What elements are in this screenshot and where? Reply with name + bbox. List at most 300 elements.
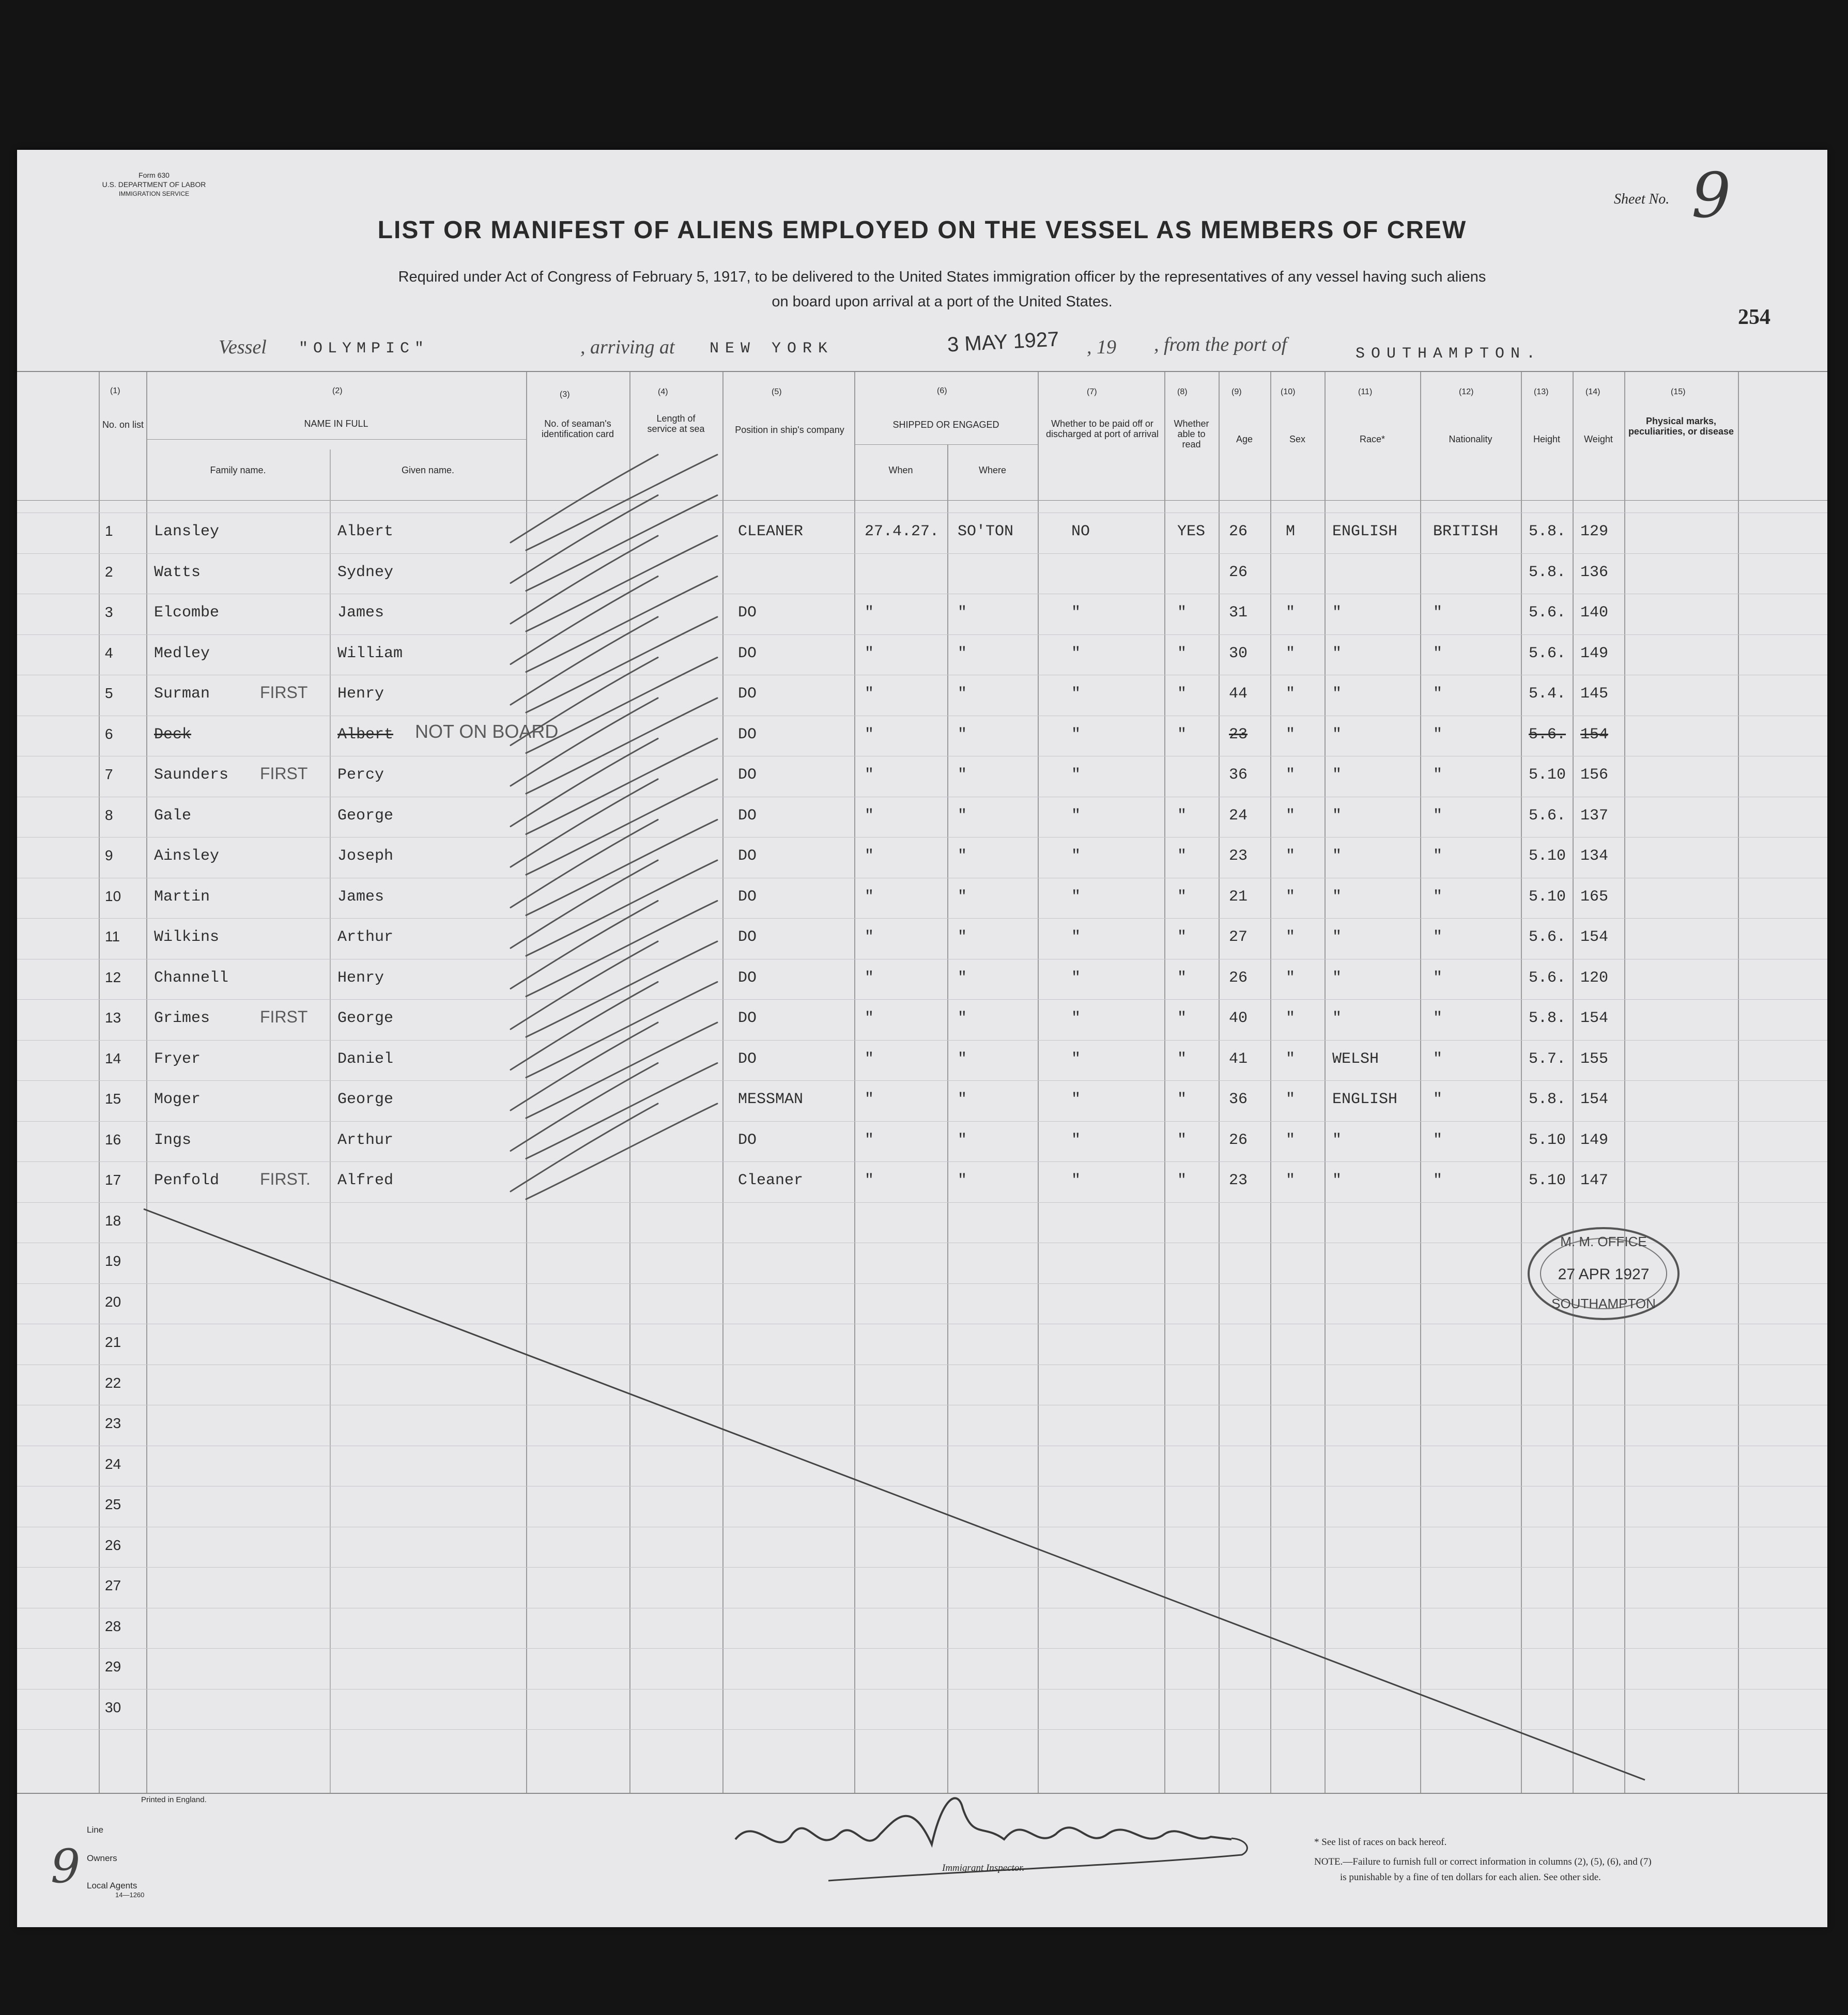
check-mark [511,739,658,827]
check-mark [511,455,658,542]
cell-age: 41 [1229,1050,1248,1068]
cell-race: WELSH [1332,1050,1379,1068]
cell-where: " [958,928,967,946]
check-mark [511,820,658,908]
cell-weight: 129 [1580,523,1609,540]
cell-weight: 134 [1580,847,1609,865]
cell-where: " [958,644,967,662]
cell-read: " [1177,969,1187,987]
check-mark [526,577,717,672]
cell-read: " [1177,1131,1187,1149]
cell-height: 5.6. [1529,807,1566,825]
cell-race: " [1332,685,1342,703]
row-number: 1 [105,523,113,539]
cell-race: " [1332,888,1342,906]
check-mark [511,495,658,583]
cell-where: SO'TON [958,523,1014,540]
check-mark [526,698,717,794]
cell-weight: 145 [1580,685,1609,703]
cell-read: " [1177,725,1187,743]
cell-when: " [865,725,874,743]
check-mark [511,1022,658,1110]
cell-position: DO [738,604,757,622]
cell-when: " [865,1172,874,1189]
col-num-1: (1) [110,386,120,395]
check-mark [526,455,717,550]
header-age: Age [1236,434,1253,444]
cell-age: 23 [1229,847,1248,865]
cell-age: 36 [1229,766,1248,784]
cell-weight: 154 [1580,1091,1609,1108]
header-seaman-card: No. of seaman's identification card [541,419,614,439]
fine-note-1: NOTE.—Failure to furnish full or correct information in columns (2), (5), (6), and (7) [1314,1856,1652,1867]
department: U.S. DEPARTMENT OF LABOR [102,180,206,189]
cell-race: " [1332,847,1342,865]
cell-age: 26 [1229,969,1248,987]
from-label: , from the port of [1154,334,1287,355]
cell-age: 36 [1229,1091,1248,1108]
cell-sex: M [1286,523,1296,540]
cell-nationality: BRITISH [1433,523,1499,540]
cell-given: Daniel [337,1050,394,1068]
row-number: 27 [105,1577,121,1593]
cell-given: Henry [337,969,384,987]
header-weight: Weight [1584,434,1613,444]
inspector-signature [715,1777,1283,1896]
cell-read: " [1177,807,1187,825]
cell-weight: 147 [1580,1172,1609,1189]
cell-height: 5.10 [1529,847,1566,865]
row-number: 13 [105,1010,121,1026]
cell-sex: " [1286,685,1296,703]
row-number: 18 [105,1212,121,1229]
cell-given: Joseph [337,847,394,865]
check-mark [526,901,717,997]
cell-nationality: " [1433,644,1443,662]
cell-sex: " [1286,1050,1296,1068]
cell-family: Gale [154,807,192,825]
cell-height: 5.10 [1529,766,1566,784]
cell-when: " [865,888,874,906]
row-number: 6 [105,725,113,742]
check-mark [526,658,717,753]
cell-height: 5.8. [1529,1010,1566,1027]
check-mark [526,1022,717,1118]
row-number: 14 [105,1050,121,1066]
check-mark [511,860,658,948]
race-note: * See list of races on back hereof. [1314,1837,1447,1848]
cell-position: DO [738,644,757,662]
cell-weight: 165 [1580,888,1609,906]
row-number: 7 [105,766,113,782]
col-num-4: (4) [658,388,668,396]
cell-nationality: " [1433,1131,1443,1149]
row-number: 20 [105,1293,121,1310]
cell-position: Cleaner [738,1172,804,1189]
cell-when: " [865,807,874,825]
cell-race: " [1332,725,1342,743]
cell-age: 23 [1229,725,1248,743]
cell-age: 26 [1229,1131,1248,1149]
form-number: Form 630 [138,171,170,179]
header-no-on-list: No. on list [102,420,144,430]
cell-sex: " [1286,928,1296,946]
check-mark [511,698,658,786]
check-mark [526,617,717,712]
cell-given: Percy [337,766,384,784]
header-able-read: Whether able to read [1174,419,1209,450]
cell-given: Alfred [337,1172,394,1189]
header-sex: Sex [1289,434,1306,444]
cell-weight: 136 [1580,563,1609,581]
cell-family: Martin [154,888,210,906]
cell-paid: " [1071,969,1081,987]
cell-weight: 149 [1580,644,1609,662]
cell-when: " [865,1050,874,1068]
check-mark [526,739,717,834]
cell-family: Watts [154,563,201,581]
cell-when: " [865,1010,874,1027]
cell-race: ENGLISH [1332,1091,1398,1108]
check-mark [526,1104,717,1199]
header-physical: Physical marks, peculiarities, or disease [1628,416,1734,437]
check-mark [526,536,717,631]
cell-family: Elcombe [154,604,220,622]
arriving-port: NEW YORK [710,340,834,358]
cell-paid: " [1071,725,1081,743]
cell-read: " [1177,644,1187,662]
cell-given: James [337,888,384,906]
col-num-12: (12) [1459,388,1474,396]
cell-height: 5.6. [1529,604,1566,622]
row-number: 21 [105,1334,121,1350]
cell-age: 27 [1229,928,1248,946]
cell-age: 30 [1229,644,1248,662]
cell-height: 5.10 [1529,888,1566,906]
col-num-7: (7) [1087,388,1097,396]
cell-paid: " [1071,766,1081,784]
cell-weight: 154 [1580,928,1609,946]
row-number: 9 [105,847,113,863]
cell-given: Albert [337,725,394,743]
cell-given: Sydney [337,563,394,581]
cell-position: DO [738,888,757,906]
cell-race: " [1332,807,1342,825]
cell-position: CLEANER [738,523,804,540]
cell-nationality: " [1433,1010,1443,1027]
row-number: 4 [105,644,113,661]
cell-position: DO [738,928,757,946]
cell-family: Medley [154,644,210,662]
cell-read: " [1177,1050,1187,1068]
check-mark [526,820,717,916]
check-mark [511,1104,658,1191]
cell-position: DO [738,847,757,865]
cell-position: DO [738,725,757,743]
cell-position: DO [738,969,757,987]
cell-family: Channell [154,969,229,987]
cell-read: " [1177,1010,1187,1027]
cell-sex: " [1286,604,1296,622]
cell-paid: " [1071,685,1081,703]
cell-where: " [958,1131,967,1149]
cell-height: 5.4. [1529,685,1566,703]
cell-height: 5.6. [1529,928,1566,946]
cell-sex: " [1286,807,1296,825]
first-stamp: FIRST. [260,1170,311,1188]
cell-when: " [865,847,874,865]
cell-nationality: " [1433,766,1443,784]
subtitle-line-1: Required under Act of Congress of February 5, 1917, to be delivered to the United States immigration officer by the representatives of any vessel having such aliens [398,269,1486,285]
cell-position: DO [738,766,757,784]
header-given-name: Given name. [401,465,455,475]
cell-race: ENGLISH [1332,523,1398,540]
cell-position: DO [738,685,757,703]
cell-paid: " [1071,847,1081,865]
cell-position: DO [738,807,757,825]
row-number: 23 [105,1415,121,1431]
header-position: Position in ship's company [735,425,844,435]
cell-height: 5.8. [1529,563,1566,581]
cell-where: " [958,1050,967,1068]
cell-family: Ings [154,1131,192,1149]
cell-sex: " [1286,969,1296,987]
cell-race: " [1332,969,1342,987]
cancel-diagonal-line [144,1209,1645,1780]
cell-race: " [1332,766,1342,784]
from-port: SOUTHAMPTON. [1356,345,1542,363]
cell-where: " [958,1010,967,1027]
cell-height: 5.10 [1529,1131,1566,1149]
cell-height: 5.10 [1529,1172,1566,1189]
cell-given: Henry [337,685,384,703]
cell-nationality: " [1433,725,1443,743]
cell-given: Arthur [337,1131,394,1149]
printed-in: Printed in England. [141,1795,207,1804]
sheet-label: Sheet No. [1614,191,1670,207]
cell-given: George [337,1091,394,1108]
row-number: 3 [105,604,113,620]
cell-where: " [958,725,967,743]
cell-weight: 154 [1580,1010,1609,1027]
check-mark [511,901,658,989]
subtitle-line-2: on board upon arrival at a port of the United States. [772,293,1113,310]
cell-age: 40 [1229,1010,1248,1027]
cell-family: Wilkins [154,928,220,946]
cell-sex: " [1286,1172,1296,1189]
row-number: 22 [105,1374,121,1391]
col-num-8: (8) [1177,388,1188,396]
check-mark [511,617,658,705]
cell-read: " [1177,847,1187,865]
header-shipped: SHIPPED OR ENGAGED [892,420,999,430]
cell-where: " [958,604,967,622]
cell-weight: 155 [1580,1050,1609,1068]
col-num-14: (14) [1585,388,1600,396]
office-stamp [1526,1225,1681,1323]
col-num-3: (3) [560,390,570,399]
cell-race: " [1332,1131,1342,1149]
row-number: 25 [105,1496,121,1512]
header-name-in-full: NAME IN FULL [304,419,368,429]
cell-race: " [1332,604,1342,622]
cell-age: 44 [1229,685,1248,703]
cell-height: 5.8. [1529,1091,1566,1108]
cell-read: " [1177,604,1187,622]
cell-sex: " [1286,725,1296,743]
cell-nationality: " [1433,928,1443,946]
cell-weight: 154 [1580,725,1609,743]
cell-where: " [958,1091,967,1108]
row-number: 19 [105,1253,121,1269]
cell-nationality: " [1433,1091,1443,1108]
cell-nationality: " [1433,847,1443,865]
cell-paid: " [1071,644,1081,662]
row-number: 12 [105,969,121,985]
cell-paid: " [1071,928,1081,946]
cell-paid: " [1071,1010,1081,1027]
check-mark [526,779,717,875]
row-number: 11 [105,928,120,944]
cell-race: " [1332,644,1342,662]
cell-paid: " [1071,1172,1081,1189]
cell-read: " [1177,1172,1187,1189]
cell-age: 21 [1229,888,1248,906]
cell-sex: " [1286,766,1296,784]
footer-line: Line [87,1825,104,1835]
col-num-15: (15) [1671,388,1686,396]
cell-nationality: " [1433,604,1443,622]
col-num-2: (2) [332,386,343,395]
cell-nationality: " [1433,807,1443,825]
cell-read: " [1177,685,1187,703]
header-height: Height [1533,434,1561,444]
year-label: , 19 [1087,336,1116,358]
cell-family: Saunders [154,766,229,784]
cell-position: DO [738,1050,757,1068]
cell-paid: " [1071,807,1081,825]
cell-nationality: " [1433,969,1443,987]
pencil-marks [17,150,1827,1927]
cell-where: " [958,847,967,865]
cell-height: 5.8. [1529,523,1566,540]
footer-code: 14—1260 [115,1891,145,1899]
cell-sex: " [1286,1091,1296,1108]
col-num-11: (11) [1358,388,1373,396]
cell-height: 5.7. [1529,1050,1566,1068]
cell-sex: " [1286,888,1296,906]
check-mark [526,1063,717,1159]
cell-family: Ainsley [154,847,220,865]
sheet-number: 9 [1691,160,1731,232]
cell-read: " [1177,928,1187,946]
row-number: 26 [105,1537,121,1553]
header-length-service: Length of service at sea [647,413,705,434]
cell-paid: " [1071,1050,1081,1068]
cell-given: George [337,1010,394,1027]
row-number: 29 [105,1659,121,1675]
cell-read: " [1177,1091,1187,1108]
cell-height: 5.6. [1529,969,1566,987]
cell-when: " [865,1131,874,1149]
cell-where: " [958,888,967,906]
header-nationality: Nationality [1449,434,1492,444]
cell-nationality: " [1433,1050,1443,1068]
cell-race: " [1332,1010,1342,1027]
cell-sex: " [1286,1131,1296,1149]
cell-paid: " [1071,888,1081,906]
cell-age: 31 [1229,604,1248,622]
page-title: LIST OR MANIFEST OF ALIENS EMPLOYED ON THE VESSEL AS MEMBERS OF CREW [377,216,1467,244]
cell-read: " [1177,888,1187,906]
cell-given: William [337,644,403,662]
not-on-board-stamp: NOT ON BOARD [415,720,559,742]
cell-position: MESSMAN [738,1091,804,1108]
footer-owners: Owners [87,1853,117,1863]
check-mark [511,577,658,664]
header-where: Where [978,465,1006,475]
cell-when: " [865,604,874,622]
row-number: 17 [105,1172,121,1188]
cell-nationality: " [1433,888,1443,906]
header-paid-off: Whether to be paid off or discharged at port of arrival [1045,419,1159,439]
cell-where: " [958,685,967,703]
cell-weight: 156 [1580,766,1609,784]
check-mark [511,1063,658,1151]
date-stamp: 3 MAY 1927 [946,328,1060,357]
check-mark [511,982,658,1070]
check-mark [511,536,658,624]
cell-age: 26 [1229,523,1248,540]
cell-when: " [865,928,874,946]
cell-age: 24 [1229,807,1248,825]
cell-race: " [1332,1172,1342,1189]
check-mark [526,860,717,956]
cell-family: Surman [154,685,210,703]
stamp-date: 27 APR 1927 [1558,1266,1650,1283]
cell-given: Arthur [337,928,394,946]
first-stamp: FIRST [260,764,308,783]
cell-sex: " [1286,644,1296,662]
cell-where: " [958,807,967,825]
row-number: 28 [105,1618,121,1634]
cell-where: " [958,766,967,784]
row-number: 8 [105,807,113,823]
cell-race: " [1332,928,1342,946]
col-num-10: (10) [1281,388,1296,396]
cell-nationality: " [1433,1172,1443,1189]
service: IMMIGRATION SERVICE [118,190,190,197]
cell-read: YES [1177,523,1206,540]
cell-sex: " [1286,847,1296,865]
col-num-13: (13) [1534,388,1549,396]
cell-weight: 149 [1580,1131,1609,1149]
cell-when: " [865,969,874,987]
cell-family: Penfold [154,1172,220,1189]
cell-position: DO [738,1131,757,1149]
header-race: Race* [1359,434,1385,444]
cell-paid: " [1071,1091,1081,1108]
cell-family: Deck [154,725,192,743]
cell-paid: " [1071,604,1081,622]
cell-age: 26 [1229,563,1248,581]
check-mark [511,941,658,1029]
margin-mark: 9 [51,1839,81,1894]
check-mark [526,941,717,1037]
cell-when: " [865,766,874,784]
cell-when: 27.4.27. [865,523,940,540]
cell-where: " [958,1172,967,1189]
